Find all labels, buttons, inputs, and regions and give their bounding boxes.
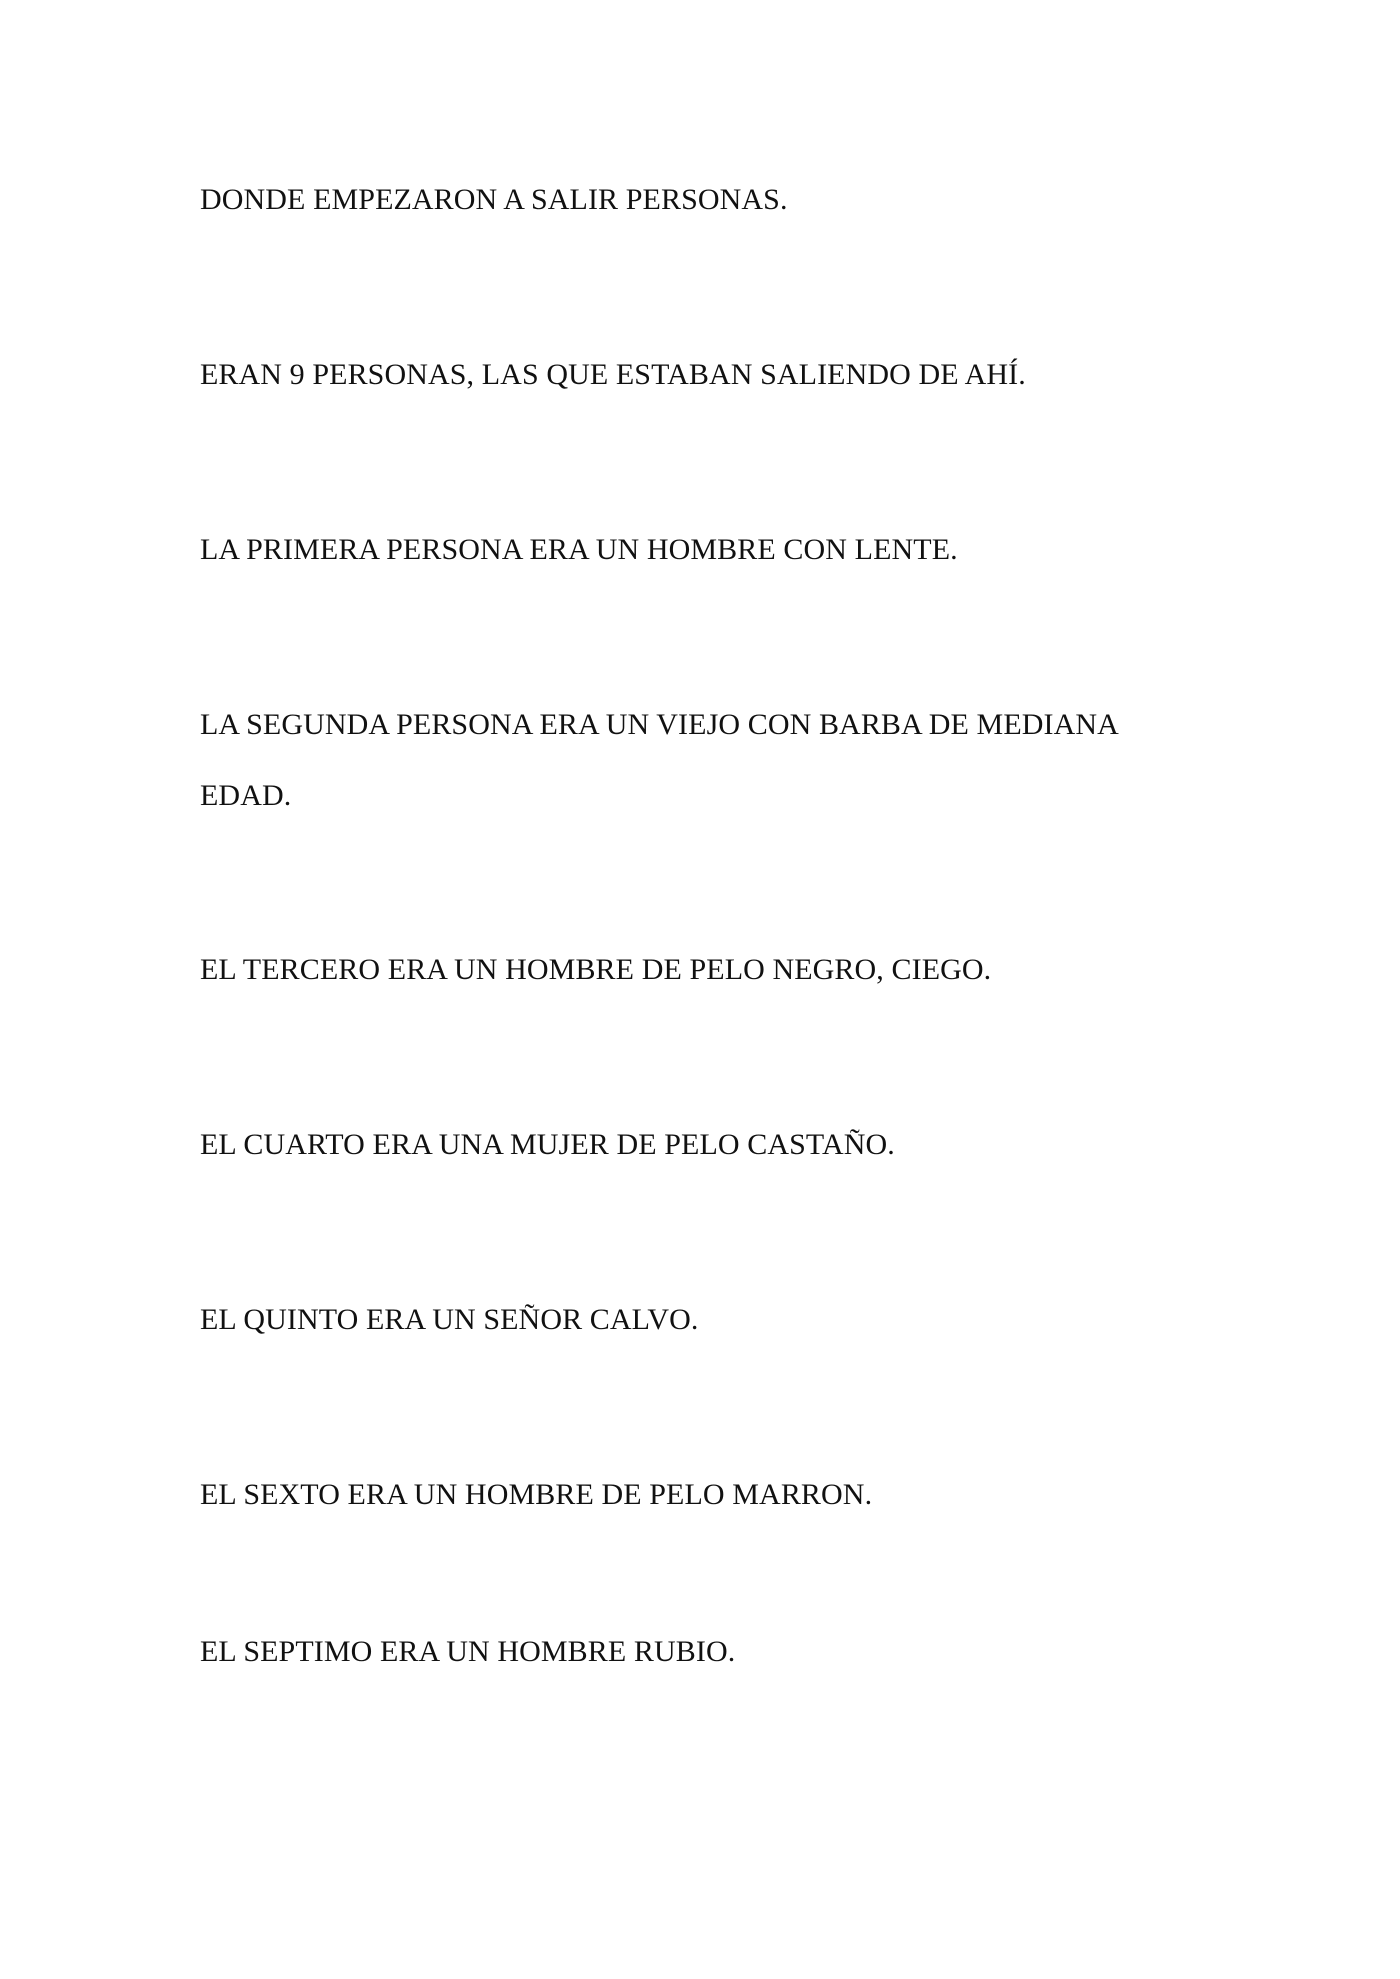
text-line: DONDE EMPEZARON A SALIR PERSONAS. <box>200 183 788 216</box>
text-line: EL SEPTIMO ERA UN HOMBRE RUBIO. <box>200 1635 736 1668</box>
text-line: EL CUARTO ERA UNA MUJER DE PELO CASTAÑO. <box>200 1128 895 1161</box>
text-line: ERAN 9 PERSONAS, LAS QUE ESTABAN SALIENDO DE AHÍ. <box>200 358 1026 391</box>
text-line: EDAD. <box>200 779 292 812</box>
text-line: LA SEGUNDA PERSONA ERA UN VIEJO CON BARBA DE MEDIANA <box>200 708 1119 741</box>
text-line: LA PRIMERA PERSONA ERA UN HOMBRE CON LENTE. <box>200 533 958 566</box>
text-line: EL TERCERO ERA UN HOMBRE DE PELO NEGRO, CIEGO. <box>200 953 992 986</box>
text-line: EL SEXTO ERA UN HOMBRE DE PELO MARRON. <box>200 1478 873 1511</box>
text-line: EL QUINTO ERA UN SEÑOR CALVO. <box>200 1303 699 1336</box>
